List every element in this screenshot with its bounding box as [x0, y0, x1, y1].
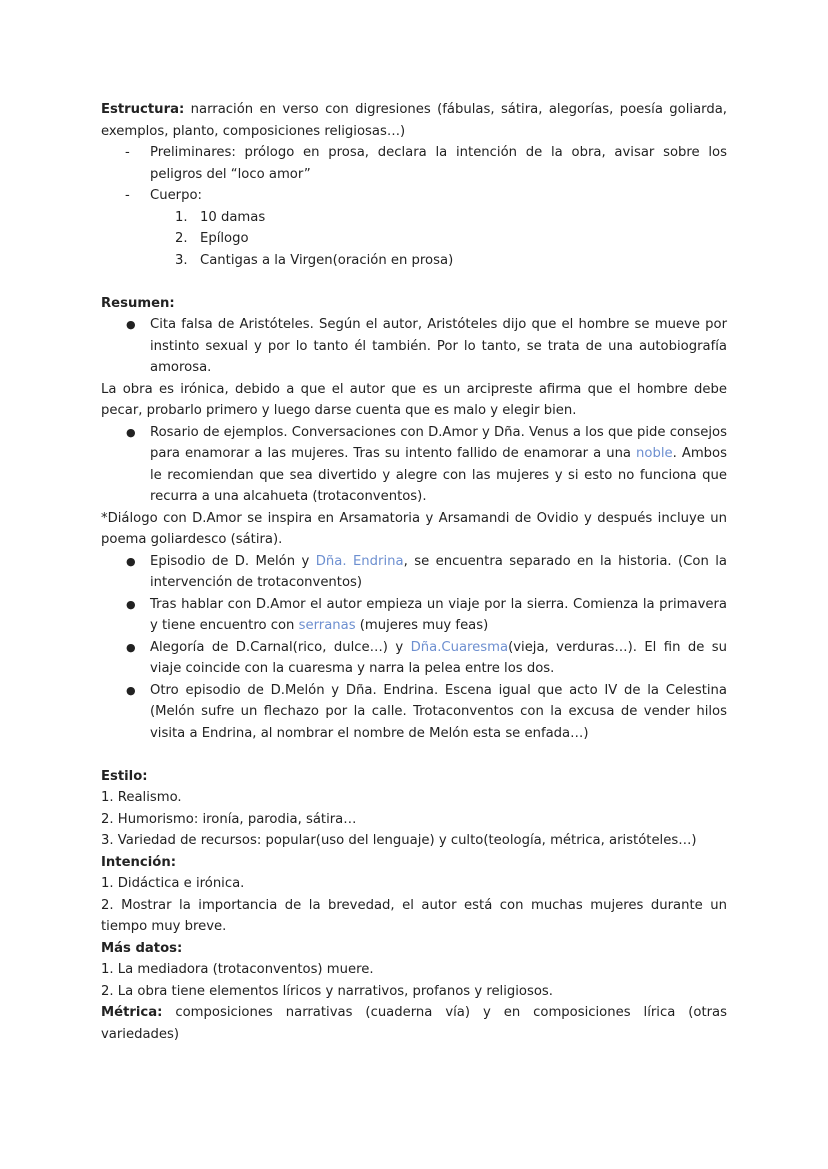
list-item-text: Preliminares: prólogo en prosa, declara la intención de la obra, avisar sobre los peligros del “loco amor” [150, 145, 727, 182]
estilo-line: 3. Variedad de recursos: popular(uso del lenguaje) y culto(teología, métrica, aristóteles…) [101, 833, 697, 848]
bullet-text: (vieja, verduras…). El fin de su viaje coincide con la cuaresma y narra la pelea entre los dos. [150, 639, 727, 676]
bullet-item [101, 680, 727, 745]
intencion-line: 1. Didáctica e irónica. [101, 876, 245, 891]
estilo-line: 1. Realismo. [101, 790, 182, 805]
bullet-item [101, 422, 727, 508]
bullet-text: , se encuentra separado en la historia. (Con la intervención de trotaconventos) [150, 553, 727, 590]
metrica-paragraph [101, 1002, 727, 1045]
dna-cuaresma-link[interactable]: Dña.Cuaresma [410, 639, 509, 655]
intencion-line: 2. Mostrar la importancia de la brevedad, el autor está con muchas mujeres durante un tiempo muy breve. [101, 897, 727, 934]
number-marker: 3. [175, 252, 188, 268]
bullet-item [101, 551, 727, 594]
document-body [101, 99, 727, 1045]
list-item [101, 185, 727, 207]
bullet-item [101, 594, 727, 637]
bullet-text: Tras hablar con D.Amor el autor empieza un viaje por la sierra. Comienza la primavera y tiene encuentro con [150, 596, 727, 633]
number-marker: 1. [175, 209, 188, 225]
spacer [101, 744, 727, 766]
mas-datos-line: 2. La obra tiene elementos líricos y narrativos, profanos y religiosos. [101, 983, 553, 999]
bullet-item [101, 314, 727, 379]
list-item [101, 142, 727, 185]
list-item-text: 10 damas [200, 209, 266, 225]
metrica-text: composiciones narrativas (cuaderna vía) y en composiciones lírica (otras variedades) [101, 1005, 727, 1042]
list-item-text: Epílogo [200, 231, 249, 246]
dialogo-paragraph: *Diálogo con D.Amor se inspira en Arsamatoria y Arsamandi de Ovidio y después incluye un poema goliardesco (sátira). [101, 510, 727, 547]
number-marker: 2. [175, 231, 188, 246]
bullet-text: Episodio de D. Melón y [150, 553, 316, 569]
list-item [101, 250, 727, 272]
bullet-marker: ● [126, 425, 136, 439]
spacer [101, 271, 727, 293]
estilo-line: 2. Humorismo: ironía, parodia, sátira… [101, 811, 357, 827]
resumen-paragraph: La obra es irónica, debido a que el autor que es un arcipreste afirma que el hombre debe pecar, probarlo primero y luego darse cuenta que es malo y elegir bien. [101, 381, 727, 418]
dash-marker: - [125, 188, 130, 203]
noble-link[interactable]: noble [636, 446, 673, 461]
bullet-text: Alegoría de D.Carnal(rico, dulce…) y [150, 639, 411, 655]
bullet-marker: ● [126, 597, 136, 611]
bullet-marker: ● [126, 640, 136, 654]
serranas-link[interactable]: serranas [298, 618, 356, 633]
list-item [101, 207, 727, 229]
bullet-marker: ● [126, 554, 136, 568]
estructura-heading: Estructura: [101, 102, 185, 117]
estructura-text: narración en verso con digresiones (fábulas, sátira, alegorías, poesía goliarda, exemplos, planto, composiciones religiosas…) [101, 102, 727, 139]
bullet-marker: ● [126, 318, 136, 331]
list-item [101, 228, 727, 250]
mas-datos-line: 1. La mediadora (trotaconventos) muere. [101, 962, 374, 977]
bullet-marker: ● [126, 683, 136, 697]
bullet-text: Rosario de ejemplos. Conversaciones con D.Amor y Dña. Venus a los que pide consejos para enamorar a las mujeres. Tras su intento fallido de enamorar a una [150, 424, 727, 461]
estilo-heading: Estilo: [101, 768, 148, 784]
bullet-text: . Ambos le recomiendan que sea divertido y alegre con las mujeres y si esto no funciona que recurra a una alcahueta (trotaconventos). [150, 446, 727, 504]
list-item-text: Cantigas a la Virgen(oración en prosa) [200, 252, 454, 268]
bullet-text: (mujeres muy feas) [355, 618, 489, 633]
estructura-paragraph [101, 99, 727, 142]
metrica-heading: Métrica: [101, 1005, 163, 1020]
dna-endrina-link[interactable]: Dña. Endrina [315, 553, 404, 569]
mas-datos-heading: Más datos: [101, 940, 183, 956]
bullet-text: Otro episodio de D.Melón y Dña. Endrina. Escena igual que acto IV de la Celestina (Melón sufre un flechazo por la calle. Trotaconventos con la excusa de vender hilos visita a Endrina, al nombrar el nombre de Melón esta se enfada…) [150, 682, 727, 741]
intencion-heading: Intención: [101, 854, 176, 870]
resumen-heading: Resumen: [101, 295, 175, 311]
dash-marker: - [125, 145, 130, 160]
bullet-item [101, 637, 727, 680]
list-item-text: Cuerpo: [150, 188, 202, 203]
bullet-text: Cita falsa de Aristóteles. Según el autor, Aristóteles dijo que el hombre se mueve por instinto sexual y por lo tanto él también. Por lo tanto, se trata de una autobiografía amorosa. [150, 317, 727, 375]
